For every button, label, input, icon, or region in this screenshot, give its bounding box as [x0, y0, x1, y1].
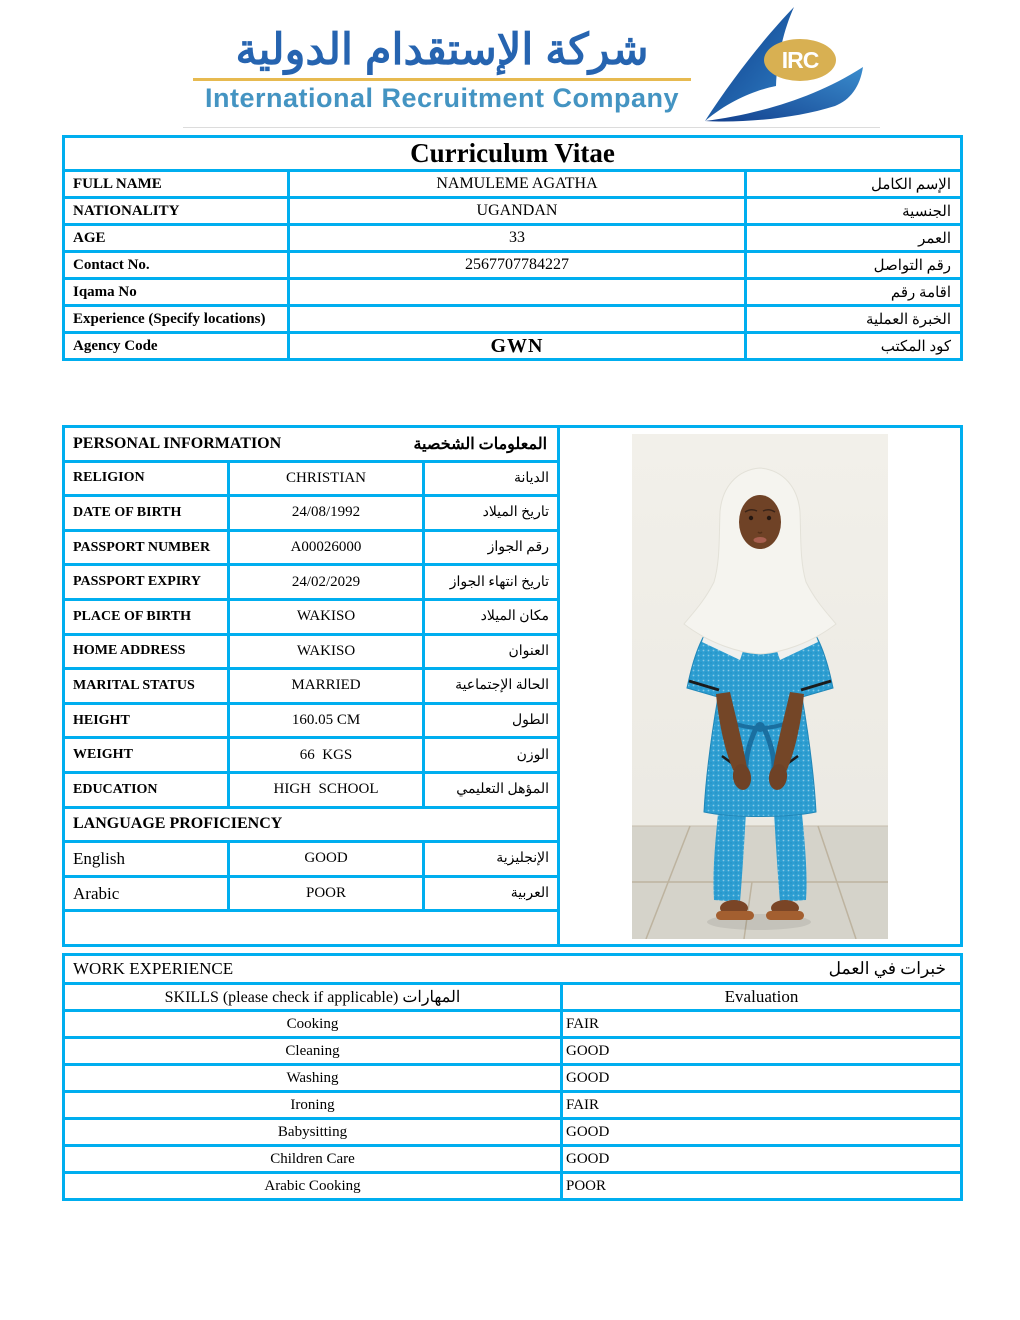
- skill-ironing-evaluation: FAIR: [562, 1092, 962, 1119]
- age-value: 33: [289, 225, 746, 252]
- table-row: [64, 279, 962, 306]
- company-brand: [193, 26, 691, 114]
- table-row: [64, 1011, 962, 1038]
- place-of-birth-label: PLACE OF BIRTH: [64, 599, 229, 634]
- table-row: [64, 984, 962, 1011]
- full-name-label-arabic: الإسم الكامل: [746, 171, 962, 198]
- irc-monogram: IRC: [781, 47, 819, 73]
- page-title: Curriculum Vitae: [64, 137, 962, 171]
- irc-logo-icon: [690, 2, 868, 126]
- skill-cleaning: Cleaning: [64, 1038, 562, 1065]
- table-row: [64, 1038, 962, 1065]
- table-row: [64, 306, 962, 333]
- experience-label: Experience (Specify locations): [64, 306, 289, 333]
- header-divider: [183, 127, 880, 128]
- english-label: English: [64, 842, 229, 877]
- table-row: [64, 1065, 962, 1092]
- work-experience-title: WORK EXPERIENCE: [73, 959, 234, 978]
- weight-label-arabic: الوزن: [424, 738, 559, 773]
- religion-label-arabic: الديانة: [424, 461, 559, 496]
- contact-label: Contact No.: [64, 252, 289, 279]
- passport-expiry-label-arabic: تاريخ انتهاء الجواز: [424, 565, 559, 600]
- english-value: GOOD: [229, 842, 424, 877]
- dob-label: DATE OF BIRTH: [64, 496, 229, 531]
- home-address-value: WAKISO: [229, 634, 424, 669]
- arabic-label: Arabic: [64, 876, 229, 911]
- height-label-arabic: الطول: [424, 703, 559, 738]
- arabic-value: POOR: [229, 876, 424, 911]
- evaluation-header: Evaluation: [562, 984, 962, 1011]
- skill-babysitting: Babysitting: [64, 1119, 562, 1146]
- nationality-label: NATIONALITY: [64, 198, 289, 225]
- education-value: HIGH SCHOOL: [229, 772, 424, 807]
- marital-status-label-arabic: الحالة الإجتماعية: [424, 669, 559, 704]
- passport-expiry-value: 24/02/2029: [229, 565, 424, 600]
- table-row: [64, 198, 962, 225]
- work-experience-title-arabic: خبرات في العمل: [828, 959, 946, 978]
- skill-ironing: Ironing: [64, 1092, 562, 1119]
- table-row: [64, 333, 962, 360]
- skill-cleaning-evaluation: GOOD: [562, 1038, 962, 1065]
- height-label: HEIGHT: [64, 703, 229, 738]
- age-label: AGE: [64, 225, 289, 252]
- table-row: [64, 1119, 962, 1146]
- table-row: [64, 252, 962, 279]
- marital-status-label: MARITAL STATUS: [64, 669, 229, 704]
- skills-header: [64, 984, 562, 1011]
- dob-value: 24/08/1992: [229, 496, 424, 531]
- age-label-arabic: العمر: [746, 225, 962, 252]
- cv-header-table: [62, 135, 963, 361]
- language-proficiency-header: LANGUAGE PROFICIENCY: [64, 807, 559, 842]
- skill-washing-evaluation: GOOD: [562, 1065, 962, 1092]
- arabic-label-arabic: العربية: [424, 876, 559, 911]
- home-address-label: HOME ADDRESS: [64, 634, 229, 669]
- empty-box: [64, 911, 559, 946]
- nationality-label-arabic: الجنسية: [746, 198, 962, 225]
- table-row: [64, 1146, 962, 1173]
- place-of-birth-label-arabic: مكان الميلاد: [424, 599, 559, 634]
- skill-washing: Washing: [64, 1065, 562, 1092]
- work-experience-table: [62, 953, 963, 1201]
- iqama-value: [289, 279, 746, 306]
- education-label-arabic: المؤهل التعليمي: [424, 772, 559, 807]
- gold-rule: [193, 78, 691, 81]
- nationality-value: UGANDAN: [289, 198, 746, 225]
- passport-number-label-arabic: رقم الجواز: [424, 530, 559, 565]
- place-of-birth-value: WAKISO: [229, 599, 424, 634]
- table-row: [64, 1173, 962, 1200]
- full-name-value: NAMULEME AGATHA: [289, 171, 746, 198]
- contact-label-arabic: رقم التواصل: [746, 252, 962, 279]
- personal-info-title: PERSONAL INFORMATION: [73, 434, 282, 452]
- contact-value: 2567707784227: [289, 252, 746, 279]
- skill-arabic-cooking: Arabic Cooking: [64, 1173, 562, 1200]
- dob-label-arabic: تاريخ الميلاد: [424, 496, 559, 531]
- passport-number-label: PASSPORT NUMBER: [64, 530, 229, 565]
- company-name-arabic: شركة الإستقدام الدولية: [235, 26, 649, 74]
- applicant-photo: [632, 434, 888, 939]
- religion-label: RELIGION: [64, 461, 229, 496]
- agency-code-label: Agency Code: [64, 333, 289, 360]
- company-logo: [690, 2, 868, 126]
- passport-number-value: A00026000: [229, 530, 424, 565]
- photo-cell: [559, 427, 962, 946]
- company-name-english: International Recruitment Company: [204, 83, 680, 114]
- experience-value: [289, 306, 746, 333]
- personal-info-title-arabic: المعلومات الشخصية: [413, 435, 548, 453]
- skill-babysitting-evaluation: GOOD: [562, 1119, 962, 1146]
- agency-code-value: GWN: [289, 333, 746, 360]
- skills-header-label: SKILLS (please check if applicable): [164, 989, 399, 1006]
- table-row: [64, 427, 962, 462]
- personal-info-table: [62, 425, 963, 947]
- table-row: [64, 225, 962, 252]
- weight-value: 66 KGS: [229, 738, 424, 773]
- table-row: [64, 171, 962, 198]
- agency-code-label-arabic: كود المكتب: [746, 333, 962, 360]
- experience-label-arabic: الخبرة العملية: [746, 306, 962, 333]
- work-experience-header: [64, 955, 962, 984]
- passport-expiry-label: PASSPORT EXPIRY: [64, 565, 229, 600]
- iqama-label: Iqama No: [64, 279, 289, 306]
- company-header: [0, 0, 1020, 133]
- religion-value: CHRISTIAN: [229, 461, 424, 496]
- skill-children-care-evaluation: GOOD: [562, 1146, 962, 1173]
- table-row: [64, 1092, 962, 1119]
- weight-label: WEIGHT: [64, 738, 229, 773]
- table-row: [64, 955, 962, 984]
- table-row: [64, 137, 962, 171]
- full-name-label: FULL NAME: [64, 171, 289, 198]
- home-address-label-arabic: العنوان: [424, 634, 559, 669]
- iqama-label-arabic: اقامة رقم: [746, 279, 962, 306]
- english-label-arabic: الإنجليزية: [424, 842, 559, 877]
- skills-header-arabic: المهارات: [402, 989, 461, 1006]
- height-value: 160.05 CM: [229, 703, 424, 738]
- skill-cooking-evaluation: FAIR: [562, 1011, 962, 1038]
- marital-status-value: MARRIED: [229, 669, 424, 704]
- education-label: EDUCATION: [64, 772, 229, 807]
- skill-cooking: Cooking: [64, 1011, 562, 1038]
- skill-arabic-cooking-evaluation: POOR: [562, 1173, 962, 1200]
- personal-info-header: [64, 427, 559, 462]
- skill-children-care: Children Care: [64, 1146, 562, 1173]
